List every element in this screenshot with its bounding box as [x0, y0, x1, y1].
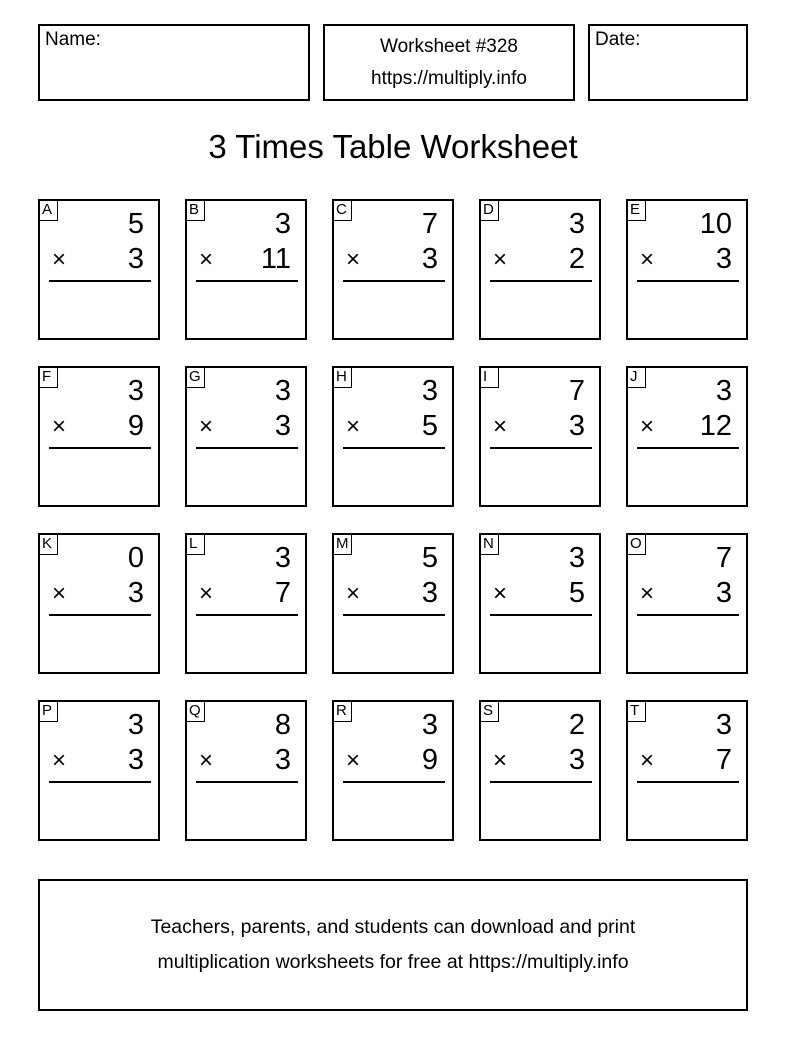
multiplier: 3 — [274, 410, 291, 442]
times-sign: × — [346, 413, 361, 440]
problem-card[interactable] — [185, 533, 307, 674]
times-sign: × — [346, 246, 361, 273]
times-sign: × — [346, 747, 361, 774]
problem-card[interactable] — [479, 533, 601, 674]
problem-letter: S — [480, 701, 499, 722]
problem-letter: C — [333, 200, 352, 221]
multiplier: 9 — [127, 410, 144, 442]
times-sign: × — [199, 580, 214, 607]
answer-line — [196, 447, 298, 449]
answer-line — [49, 447, 151, 449]
answer-line — [343, 614, 445, 616]
answer-line — [490, 280, 592, 282]
multiplicand: 3 — [568, 208, 585, 240]
problem-letter: H — [333, 367, 352, 388]
problem-card[interactable] — [479, 700, 601, 841]
answer-line — [490, 614, 592, 616]
answer-line — [49, 280, 151, 282]
times-sign: × — [640, 246, 655, 273]
problem-letter: R — [333, 701, 352, 722]
multiplier: 3 — [715, 577, 732, 609]
multiplicand: 0 — [127, 542, 144, 574]
multiplicand: 3 — [568, 542, 585, 574]
problem-card[interactable] — [38, 366, 160, 507]
multiplier: 3 — [568, 744, 585, 776]
problem-letter: J — [627, 367, 646, 388]
multiplier: 7 — [715, 744, 732, 776]
multiplier: 7 — [274, 577, 291, 609]
times-sign: × — [52, 747, 67, 774]
multiplier: 11 — [260, 243, 291, 275]
multiplier: 12 — [699, 410, 732, 442]
multiplicand: 7 — [421, 208, 438, 240]
multiplicand: 7 — [715, 542, 732, 574]
problem-letter: T — [627, 701, 646, 722]
problem-card[interactable] — [185, 366, 307, 507]
answer-line — [196, 614, 298, 616]
times-sign: × — [640, 580, 655, 607]
answer-line — [637, 614, 739, 616]
problem-card[interactable] — [38, 700, 160, 841]
problem-card[interactable] — [185, 199, 307, 340]
multiplicand: 10 — [699, 208, 732, 240]
problem-letter: I — [480, 367, 499, 388]
footer-line-2: multiplication worksheets for free at https://multiply.info — [157, 951, 629, 973]
times-sign: × — [640, 413, 655, 440]
multiplicand: 3 — [715, 375, 732, 407]
problem-letter: A — [39, 200, 58, 221]
multiplicand: 3 — [421, 375, 438, 407]
name-label: Name: — [45, 29, 101, 50]
multiplicand: 3 — [715, 709, 732, 741]
problem-letter: B — [186, 200, 205, 221]
answer-line — [637, 280, 739, 282]
multiplicand: 3 — [127, 375, 144, 407]
problem-card[interactable] — [332, 700, 454, 841]
multiplier: 2 — [568, 243, 585, 275]
multiplier: 3 — [127, 744, 144, 776]
times-sign: × — [493, 246, 508, 273]
problem-letter: Q — [186, 701, 205, 722]
answer-line — [343, 447, 445, 449]
multiplicand: 3 — [127, 709, 144, 741]
multiplier: 3 — [568, 410, 585, 442]
multiplier: 3 — [715, 243, 732, 275]
problem-letter: G — [186, 367, 205, 388]
problem-letter: E — [627, 200, 646, 221]
multiplier: 3 — [421, 577, 438, 609]
problem-card[interactable] — [38, 533, 160, 674]
problem-card[interactable] — [626, 700, 748, 841]
multiplicand: 5 — [421, 542, 438, 574]
answer-line — [49, 614, 151, 616]
problem-letter: N — [480, 534, 499, 555]
times-sign: × — [493, 413, 508, 440]
problem-card[interactable] — [479, 366, 601, 507]
multiplicand: 3 — [274, 542, 291, 574]
answer-line — [343, 781, 445, 783]
multiplier: 5 — [421, 410, 438, 442]
answer-line — [490, 781, 592, 783]
times-sign: × — [52, 413, 67, 440]
problem-card[interactable] — [332, 366, 454, 507]
page-title: 3 Times Table Worksheet — [208, 128, 578, 165]
footer-box — [38, 879, 748, 1011]
date-box[interactable] — [588, 24, 748, 101]
multiplicand: 8 — [274, 709, 291, 741]
problem-letter: L — [186, 534, 205, 555]
answer-line — [49, 781, 151, 783]
problem-card[interactable] — [626, 199, 748, 340]
times-sign: × — [52, 580, 67, 607]
multiplicand: 7 — [568, 375, 585, 407]
answer-line — [196, 781, 298, 783]
times-sign: × — [493, 580, 508, 607]
problem-card[interactable] — [332, 533, 454, 674]
times-sign: × — [493, 747, 508, 774]
answer-line — [343, 280, 445, 282]
times-sign: × — [199, 747, 214, 774]
multiplier: 3 — [421, 243, 438, 275]
answer-line — [637, 781, 739, 783]
multiplicand: 3 — [274, 208, 291, 240]
problem-letter: K — [39, 534, 58, 555]
footer-line-1: Teachers, parents, and students can download and print — [150, 916, 636, 938]
answer-line — [490, 447, 592, 449]
multiplicand: 3 — [421, 709, 438, 741]
problem-card[interactable] — [626, 533, 748, 674]
problem-card[interactable] — [332, 199, 454, 340]
multiplier: 3 — [274, 744, 291, 776]
problem-letter: M — [333, 534, 352, 555]
multiplicand: 3 — [274, 375, 291, 407]
problem-card[interactable] — [479, 199, 601, 340]
answer-line — [637, 447, 739, 449]
multiplier: 9 — [421, 744, 438, 776]
problem-letter: F — [39, 367, 58, 388]
problem-letter: P — [39, 701, 58, 722]
worksheet-number: Worksheet #328 — [379, 36, 518, 57]
times-sign: × — [52, 246, 67, 273]
name-box[interactable] — [38, 24, 310, 101]
answer-line — [196, 280, 298, 282]
date-label: Date: — [595, 29, 641, 50]
times-sign: × — [346, 580, 361, 607]
multiplicand: 5 — [127, 208, 144, 240]
times-sign: × — [640, 747, 655, 774]
times-sign: × — [199, 246, 214, 273]
multiplier: 5 — [568, 577, 585, 609]
problem-card[interactable] — [626, 366, 748, 507]
worksheet-info-box — [323, 24, 575, 101]
problem-letter: D — [480, 200, 499, 221]
multiplicand: 2 — [568, 709, 585, 741]
worksheet-url: https://multiply.info — [371, 68, 527, 89]
multiplier: 3 — [127, 243, 144, 275]
problem-letter: O — [627, 534, 646, 555]
times-sign: × — [199, 413, 214, 440]
problem-card[interactable] — [38, 199, 160, 340]
problem-card[interactable] — [185, 700, 307, 841]
multiplier: 3 — [127, 577, 144, 609]
